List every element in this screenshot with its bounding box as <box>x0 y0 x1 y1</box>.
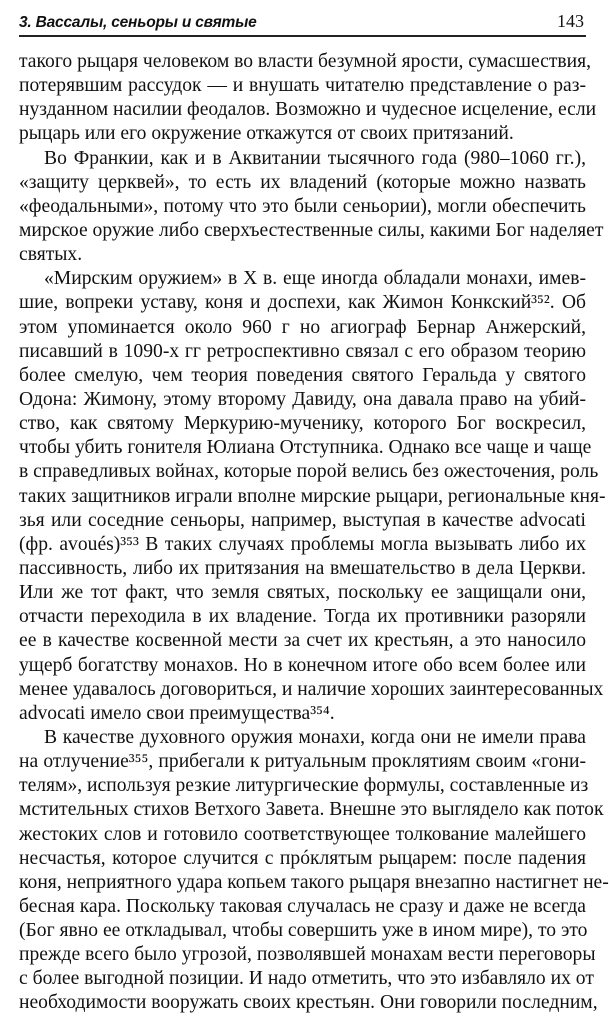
running-head: 3. Вассалы, сеньоры и святые <box>19 14 257 31</box>
text-line: (Бог явно ее откладывал, чтобы совершить уже в ином мире), то это <box>19 920 588 942</box>
text-line: на отлучение³⁵⁵, прибегали к ритуальным проклятиям своим «гони- <box>19 751 586 773</box>
text-line: прежде всего было угрозой, позволявшей монахам вести переговоры <box>19 944 596 966</box>
text-line: коня, неприятного удара копьем такого рыцаря внезапно настигнет не- <box>19 871 609 893</box>
text-line: ее в качестве косвенной мести за счет их крестьян, а это наносило <box>19 630 586 652</box>
text-line: потерявшим рассудок — и внушать читателю представление о раз- <box>19 75 586 97</box>
text-line: святых. <box>19 244 83 266</box>
text-line: Во Франкии, как и в Аквитании тысячного года (980–1060 гг.), <box>44 147 586 169</box>
text-line: шие, вопреки уставу, коня и доспехи, как Жимон Конкский³⁵². Об <box>19 292 586 314</box>
text-line: рыцарь или его окружение откажутся от своих притязаний. <box>19 123 514 145</box>
text-line: несчастья, которое случится с прóклятым рыцарем: после падения <box>19 847 586 869</box>
text-line: пассивность, либо их притязания на вмешательство в дела Церкви. <box>19 557 586 579</box>
text-line: более смелую, чем теория поведения святого Геральда у святого <box>19 364 586 386</box>
text-line: этом упоминается около 960 г но агиограф Бернар Анжерский, <box>19 316 586 338</box>
text-line: «феодальными», потому что это были сеньории), могли обеспечить <box>19 195 586 217</box>
book-page <box>19 6 609 1014</box>
text-line: мстительных стихов Ветхого Завета. Внешне это выглядело как поток <box>19 799 604 821</box>
text-line: мирское оружие либо сверхъестественные силы, какими Бог наделяет <box>19 219 604 241</box>
body-text <box>19 50 609 1016</box>
text-line: жестоких слов и готовило соответствующее толкование малейшего <box>19 823 586 845</box>
text-line: «Мирским оружием» в X в. еще иногда обладали монахи, имев- <box>44 268 586 290</box>
text-line: бесная кара. Поскольку таковая случалась не сразу и даже не всегда <box>19 895 586 917</box>
text-line: таких защитников играли вполне мирские рыцари, региональные кня- <box>19 485 606 507</box>
page-header <box>19 6 586 37</box>
text-line: advocati имело свои преимущества³⁵⁴. <box>19 702 335 724</box>
text-line: ущерб богатству монахов. Но в конечном итоге обо всем более или <box>19 654 586 676</box>
text-line: «защиту церквей», то есть их владений (которые можно назвать <box>19 171 586 193</box>
text-line: в справедливых войнах, которые порой велись без ожесточения, роль <box>19 461 599 483</box>
text-line: зья или соседние сеньоры, например, выступая в качестве advocati <box>19 509 586 531</box>
text-line: (фр. avoués)³⁵³ В таких случаях проблемы могла вызывать либо их <box>19 533 586 555</box>
text-line: телям», используя резкие литургические формулы, составленные из <box>19 775 589 797</box>
text-line: менее удавалось договориться, и наличие хороших заинтересованных <box>19 678 604 700</box>
text-line: В качестве духовного оружия монахи, когда они не имели права <box>44 726 586 748</box>
text-line: Одона: Жимону, этому второму Давиду, она давала право на убий- <box>19 388 586 410</box>
text-line: Или же тот факт, что земля святых, поскольку ее защищали они, <box>19 582 586 604</box>
text-line: чтобы убить гонителя Юлиана Отступника. Однако все чаще и чаще <box>19 437 592 459</box>
text-line: такого рыцаря человеком во власти безумной ярости, сумасшествия, <box>19 51 592 72</box>
page-number: 143 <box>557 11 584 31</box>
text-line: отчасти переходила в их владение. Тогда их противники разоряли <box>19 606 586 628</box>
text-line: нузданном насилии феодалов. Возможно и чудесное исцеление, если <box>19 99 597 121</box>
text-line: писавший в 1090-х гг ретроспективно связал с его образом теорию <box>19 340 586 362</box>
text-line: ство, как святому Меркурию-мученику, которого Бог воскресил, <box>19 413 586 435</box>
text-line: с более выгодной позиции. И надо отметить, что это избавляло их от <box>19 968 594 990</box>
text-line: необходимости вооружать своих крестьян. Они говорили последним, <box>19 992 598 1014</box>
